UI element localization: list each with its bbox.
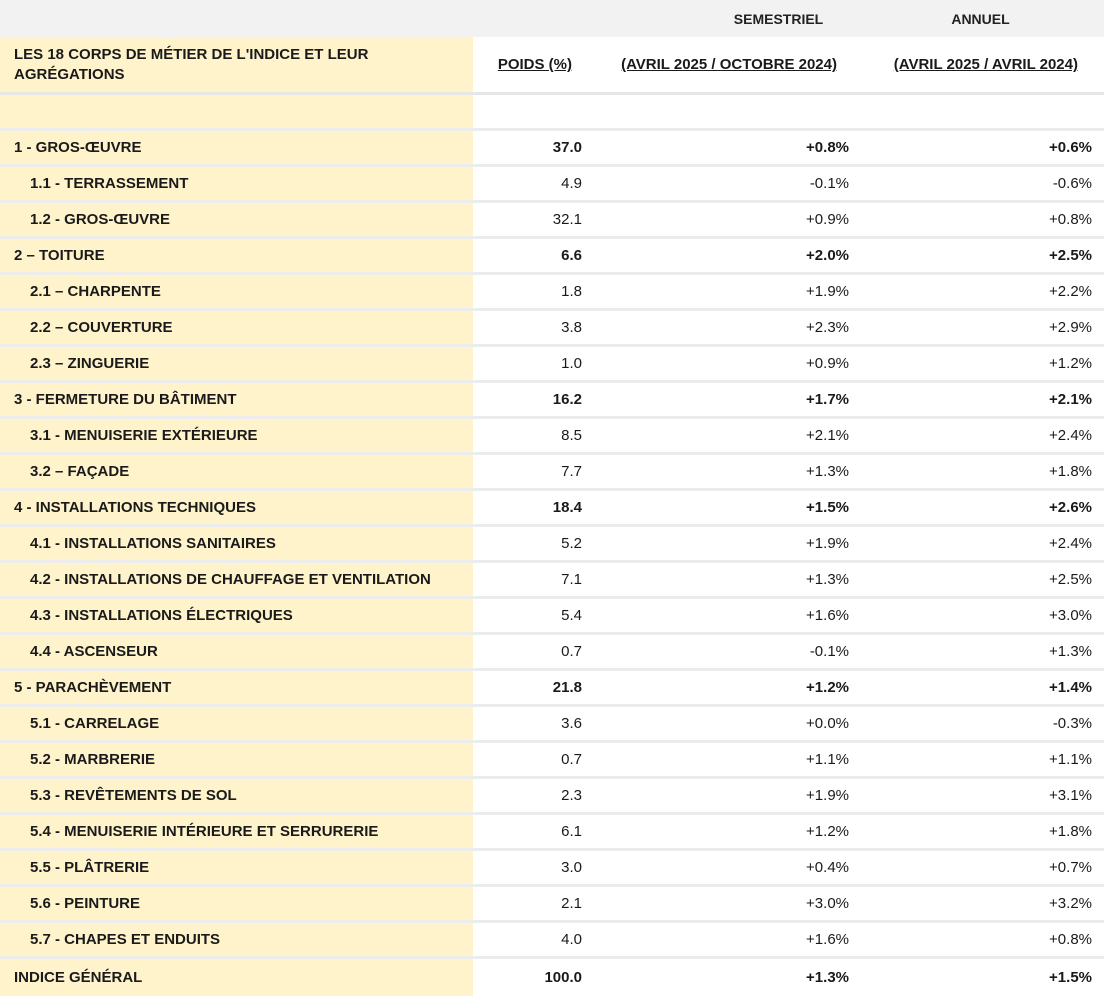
row-annuel: +1.2% xyxy=(1049,355,1092,372)
row-semestriel: +2.1% xyxy=(806,427,849,444)
row-annuel: +1.8% xyxy=(1049,823,1092,840)
table-row xyxy=(0,959,1104,996)
row-annuel: +2.5% xyxy=(1049,571,1092,588)
row-weight: 100.0 xyxy=(544,969,582,986)
row-semestriel: +2.0% xyxy=(806,247,849,264)
row-semestriel: +1.3% xyxy=(806,571,849,588)
row-semestriel: +3.0% xyxy=(806,895,849,912)
group-header-annuel: ANNUEL xyxy=(951,10,1010,27)
row-annuel: +3.2% xyxy=(1049,895,1092,912)
column-header-label: LES 18 CORPS DE MÉTIER DE L'INDICE ET LEUR AGRÉGATIONS xyxy=(0,37,473,92)
row-weight: 2.3 xyxy=(561,787,582,804)
row-semestriel: -0.1% xyxy=(809,175,849,192)
table-row xyxy=(0,851,1104,887)
spacer-weight-cell xyxy=(473,95,600,128)
row-annuel: +1.5% xyxy=(1049,969,1092,986)
column-header-annuel-text: (AVRIL 2025 / AVRIL 2024) xyxy=(893,56,1078,73)
table-row xyxy=(0,239,1104,275)
row-label: 3 - FERMETURE DU BÂTIMENT xyxy=(0,383,473,416)
group-header-blank xyxy=(0,0,473,37)
row-label: 5.7 - CHAPES ET ENDUITS xyxy=(0,923,473,956)
row-semestriel: +1.6% xyxy=(806,607,849,624)
row-semestriel: +1.9% xyxy=(806,787,849,804)
row-label: 5.6 - PEINTURE xyxy=(0,887,473,920)
row-semestriel: +1.3% xyxy=(806,969,849,986)
row-annuel: +3.1% xyxy=(1049,787,1092,804)
row-semestriel: +1.7% xyxy=(806,391,849,408)
row-label: 5.1 - CARRELAGE xyxy=(0,707,473,740)
spacer-annuel-cell xyxy=(857,95,1104,128)
row-label: 4 - INSTALLATIONS TECHNIQUES xyxy=(0,491,473,524)
row-semestriel: +1.2% xyxy=(806,823,849,840)
column-header-semestriel xyxy=(600,37,857,92)
row-annuel: +2.4% xyxy=(1049,535,1092,552)
row-semestriel: +1.1% xyxy=(806,751,849,768)
table-row xyxy=(0,671,1104,707)
row-label: 2.1 – CHARPENTE xyxy=(0,275,473,308)
group-header-blank-weight xyxy=(473,0,600,37)
row-weight: 1.0 xyxy=(561,355,582,372)
column-header-semestriel-text: (AVRIL 2025 / OCTOBRE 2024) xyxy=(621,56,837,73)
row-semestriel: +1.3% xyxy=(806,463,849,480)
row-weight: 18.4 xyxy=(552,499,582,516)
row-semestriel: +1.2% xyxy=(806,679,849,696)
row-annuel: +2.9% xyxy=(1049,319,1092,336)
row-annuel: +2.6% xyxy=(1049,499,1092,516)
table-row xyxy=(0,815,1104,851)
table-row xyxy=(0,419,1104,455)
column-header-row xyxy=(0,37,1104,95)
spacer-semestriel-cell xyxy=(600,95,857,128)
row-weight: 3.6 xyxy=(561,715,582,732)
row-annuel: +2.1% xyxy=(1049,391,1092,408)
row-weight: 7.7 xyxy=(561,463,582,480)
row-label: 2.2 – COUVERTURE xyxy=(0,311,473,344)
row-weight: 3.8 xyxy=(561,319,582,336)
row-annuel: +3.0% xyxy=(1049,607,1092,624)
table-body xyxy=(0,131,1104,996)
row-annuel: -0.3% xyxy=(1052,715,1092,732)
row-weight: 6.1 xyxy=(561,823,582,840)
table-row xyxy=(0,599,1104,635)
table-row xyxy=(0,779,1104,815)
row-weight: 4.0 xyxy=(561,931,582,948)
row-label: 1.2 - GROS-ŒUVRE xyxy=(0,203,473,236)
row-weight: 2.1 xyxy=(561,895,582,912)
row-weight: 6.6 xyxy=(561,247,582,264)
row-annuel: +1.4% xyxy=(1049,679,1092,696)
row-label: 5.2 - MARBRERIE xyxy=(0,743,473,776)
row-semestriel: +0.0% xyxy=(806,715,849,732)
row-semestriel: +1.6% xyxy=(806,931,849,948)
row-weight: 37.0 xyxy=(552,139,582,156)
row-annuel: +2.4% xyxy=(1049,427,1092,444)
table-row xyxy=(0,455,1104,491)
row-semestriel: -0.1% xyxy=(809,643,849,660)
row-weight: 0.7 xyxy=(561,643,582,660)
table-row xyxy=(0,527,1104,563)
table-row xyxy=(0,563,1104,599)
row-label: 3.1 - MENUISERIE EXTÉRIEURE xyxy=(0,419,473,452)
table-row xyxy=(0,743,1104,779)
row-annuel: +0.7% xyxy=(1049,859,1092,876)
table-row xyxy=(0,887,1104,923)
row-semestriel: +1.9% xyxy=(806,535,849,552)
column-header-annuel xyxy=(857,37,1104,92)
table-row xyxy=(0,707,1104,743)
row-label: 5.4 - MENUISERIE INTÉRIEURE ET SERRURERIE xyxy=(0,815,473,848)
row-weight: 1.8 xyxy=(561,283,582,300)
row-semestriel: +0.8% xyxy=(806,139,849,156)
row-weight: 3.0 xyxy=(561,859,582,876)
column-header-weight xyxy=(473,37,600,92)
row-label: 3.2 – FAÇADE xyxy=(0,455,473,488)
table-row xyxy=(0,131,1104,167)
row-semestriel: +1.5% xyxy=(806,499,849,516)
row-annuel: +0.8% xyxy=(1049,931,1092,948)
period-group-header xyxy=(0,0,1104,37)
row-weight: 5.2 xyxy=(561,535,582,552)
row-label: 4.3 - INSTALLATIONS ÉLECTRIQUES xyxy=(0,599,473,632)
column-header-weight-text: POIDS (%) xyxy=(497,56,572,73)
row-label: 5 - PARACHÈVEMENT xyxy=(0,671,473,704)
table-row xyxy=(0,275,1104,311)
row-label: 4.2 - INSTALLATIONS DE CHAUFFAGE ET VENTILATION xyxy=(0,563,473,596)
row-label: 4.1 - INSTALLATIONS SANITAIRES xyxy=(0,527,473,560)
row-annuel: +1.8% xyxy=(1049,463,1092,480)
row-weight: 5.4 xyxy=(561,607,582,624)
table-row xyxy=(0,923,1104,959)
spacer-label-cell xyxy=(0,95,473,128)
table-row xyxy=(0,347,1104,383)
table-row xyxy=(0,311,1104,347)
row-weight: 21.8 xyxy=(552,679,582,696)
row-annuel: +1.3% xyxy=(1049,643,1092,660)
table-row xyxy=(0,167,1104,203)
row-weight: 32.1 xyxy=(552,211,582,228)
row-weight: 8.5 xyxy=(561,427,582,444)
row-label: 1.1 - TERRASSEMENT xyxy=(0,167,473,200)
row-weight: 7.1 xyxy=(561,571,582,588)
table-row xyxy=(0,383,1104,419)
row-semestriel: +0.9% xyxy=(806,355,849,372)
row-annuel: +0.8% xyxy=(1049,211,1092,228)
row-annuel: +1.1% xyxy=(1049,751,1092,768)
spacer-row xyxy=(0,95,1104,131)
row-label: INDICE GÉNÉRAL xyxy=(0,959,473,996)
table-row xyxy=(0,491,1104,527)
row-label: 2.3 – ZINGUERIE xyxy=(0,347,473,380)
row-label: 2 – TOITURE xyxy=(0,239,473,272)
group-header-semestriel: SEMESTRIEL xyxy=(733,10,824,27)
row-label: 4.4 - ASCENSEUR xyxy=(0,635,473,668)
row-label: 1 - GROS-ŒUVRE xyxy=(0,131,473,164)
row-annuel: +2.5% xyxy=(1049,247,1092,264)
row-annuel: +0.6% xyxy=(1049,139,1092,156)
row-semestriel: +1.9% xyxy=(806,283,849,300)
row-weight: 4.9 xyxy=(561,175,582,192)
row-semestriel: +2.3% xyxy=(806,319,849,336)
row-weight: 0.7 xyxy=(561,751,582,768)
row-semestriel: +0.9% xyxy=(806,211,849,228)
row-label: 5.5 - PLÂTRERIE xyxy=(0,851,473,884)
row-weight: 16.2 xyxy=(552,391,582,408)
table-row xyxy=(0,203,1104,239)
row-annuel: -0.6% xyxy=(1052,175,1092,192)
row-semestriel: +0.4% xyxy=(806,859,849,876)
row-label: 5.3 - REVÊTEMENTS DE SOL xyxy=(0,779,473,812)
row-annuel: +2.2% xyxy=(1049,283,1092,300)
table-row xyxy=(0,635,1104,671)
